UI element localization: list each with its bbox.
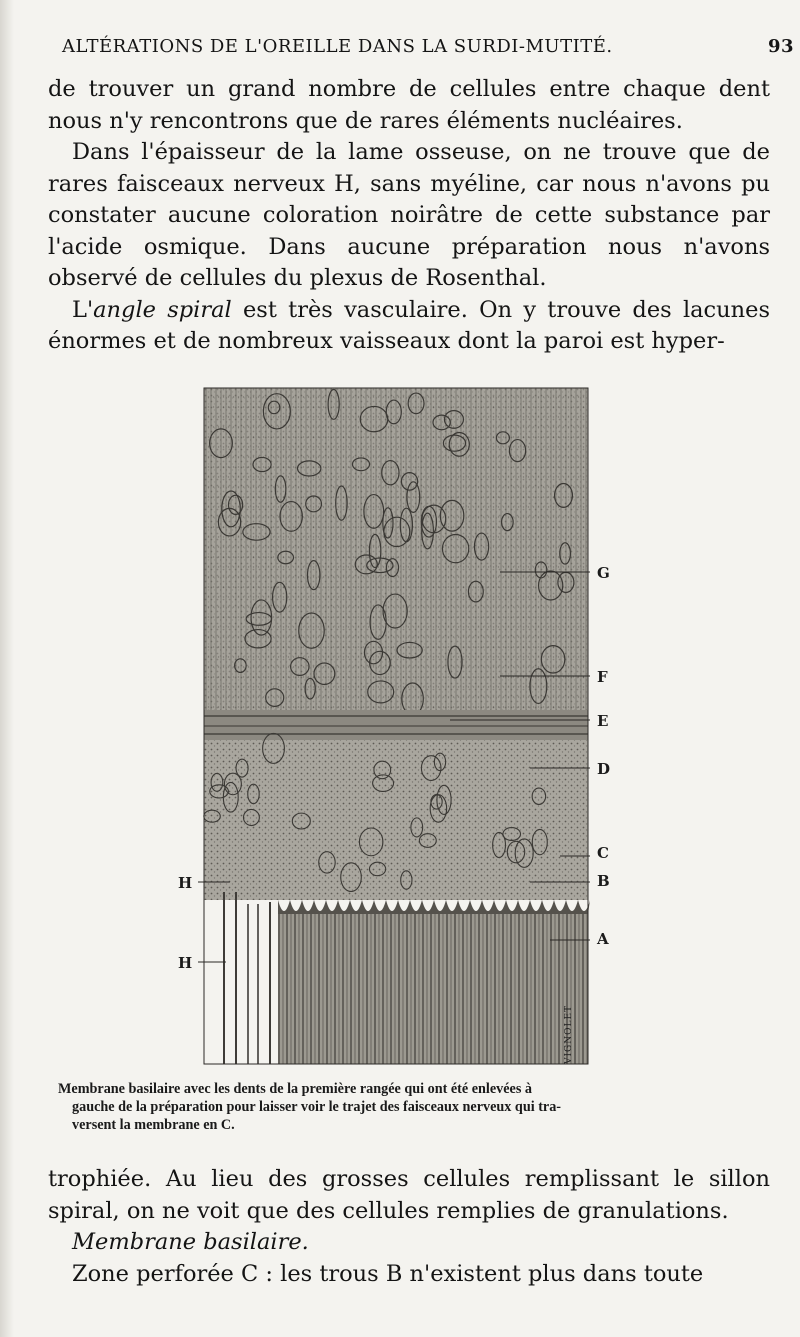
running-head [62,36,794,57]
section-heading [48,1227,770,1259]
paragraph: trophiée. Au lieu des grosses cellules remplissant le sillon spiral, on ne voit que des cellules remplies de granulations. [48,1166,770,1224]
figure-label-d: D [597,760,611,778]
wavy-boundary [278,900,590,914]
paragraph: de trouver un grand nombre de cellules entre chaque dent nous n'y rencontrons que de rares éléments nucléaires. [48,76,770,134]
running-head-title: ALTÉRATIONS DE L'OREILLE DANS LA SURDI-MUTITÉ. [62,36,613,57]
heading-emphasis: Membrane basilaire. [72,1229,309,1255]
figure-label-h-lower: H [178,954,193,972]
text-run: L' [72,296,94,323]
caption-line: gauche de la préparation pour laisser voir le trajet des faisceaux nerveux qui tra- [72,1099,562,1115]
figure-label-e: E [597,712,609,730]
text-run: est très vasculaire. On y trouve des lacunes énormes et de nombreux vaisseaux dont la paroi est hyper- [48,296,770,354]
paragraph: Zone perforée C : les trous B n'existent plus dans toute [72,1260,704,1287]
figure-label-a: A [597,930,609,948]
emphasis: angle spiral [93,296,232,323]
figure-label-f: F [597,668,608,686]
figure-label-h-upper: H [178,874,193,892]
teeth-band [278,914,588,1064]
lower-zone [204,740,588,900]
caption-line: versent la membrane en C. [72,1117,235,1133]
body-text-bottom [48,1164,770,1290]
paragraph: Dans l'épaisseur de la lame osseuse, on ne trouve que de rares faisceaux nerveux H, sans myéline, car nous n'avons pu constater aucune coloration noirâtre de cette substance par l'acide osmique. Dans aucune préparation nous n'avons observé de cellules du plexus de Rosenthal. [48,139,770,291]
engraver-signature: VIGNOLET [564,1004,574,1064]
page-edge-shadow [0,0,14,1337]
paragraph [48,295,770,358]
figure-label-c: C [597,844,609,862]
page-number: 93 [767,36,794,57]
figure-label-g: G [597,564,610,582]
figure-label-b: B [597,872,610,890]
engraving-illustration [150,382,670,1072]
caption-line: Membrane basilaire avec les dents de la première rangée qui ont été enlevées à [58,1081,533,1097]
figure-caption [58,1080,752,1134]
body-text-top [48,74,770,358]
figure-engraving [150,382,670,1072]
